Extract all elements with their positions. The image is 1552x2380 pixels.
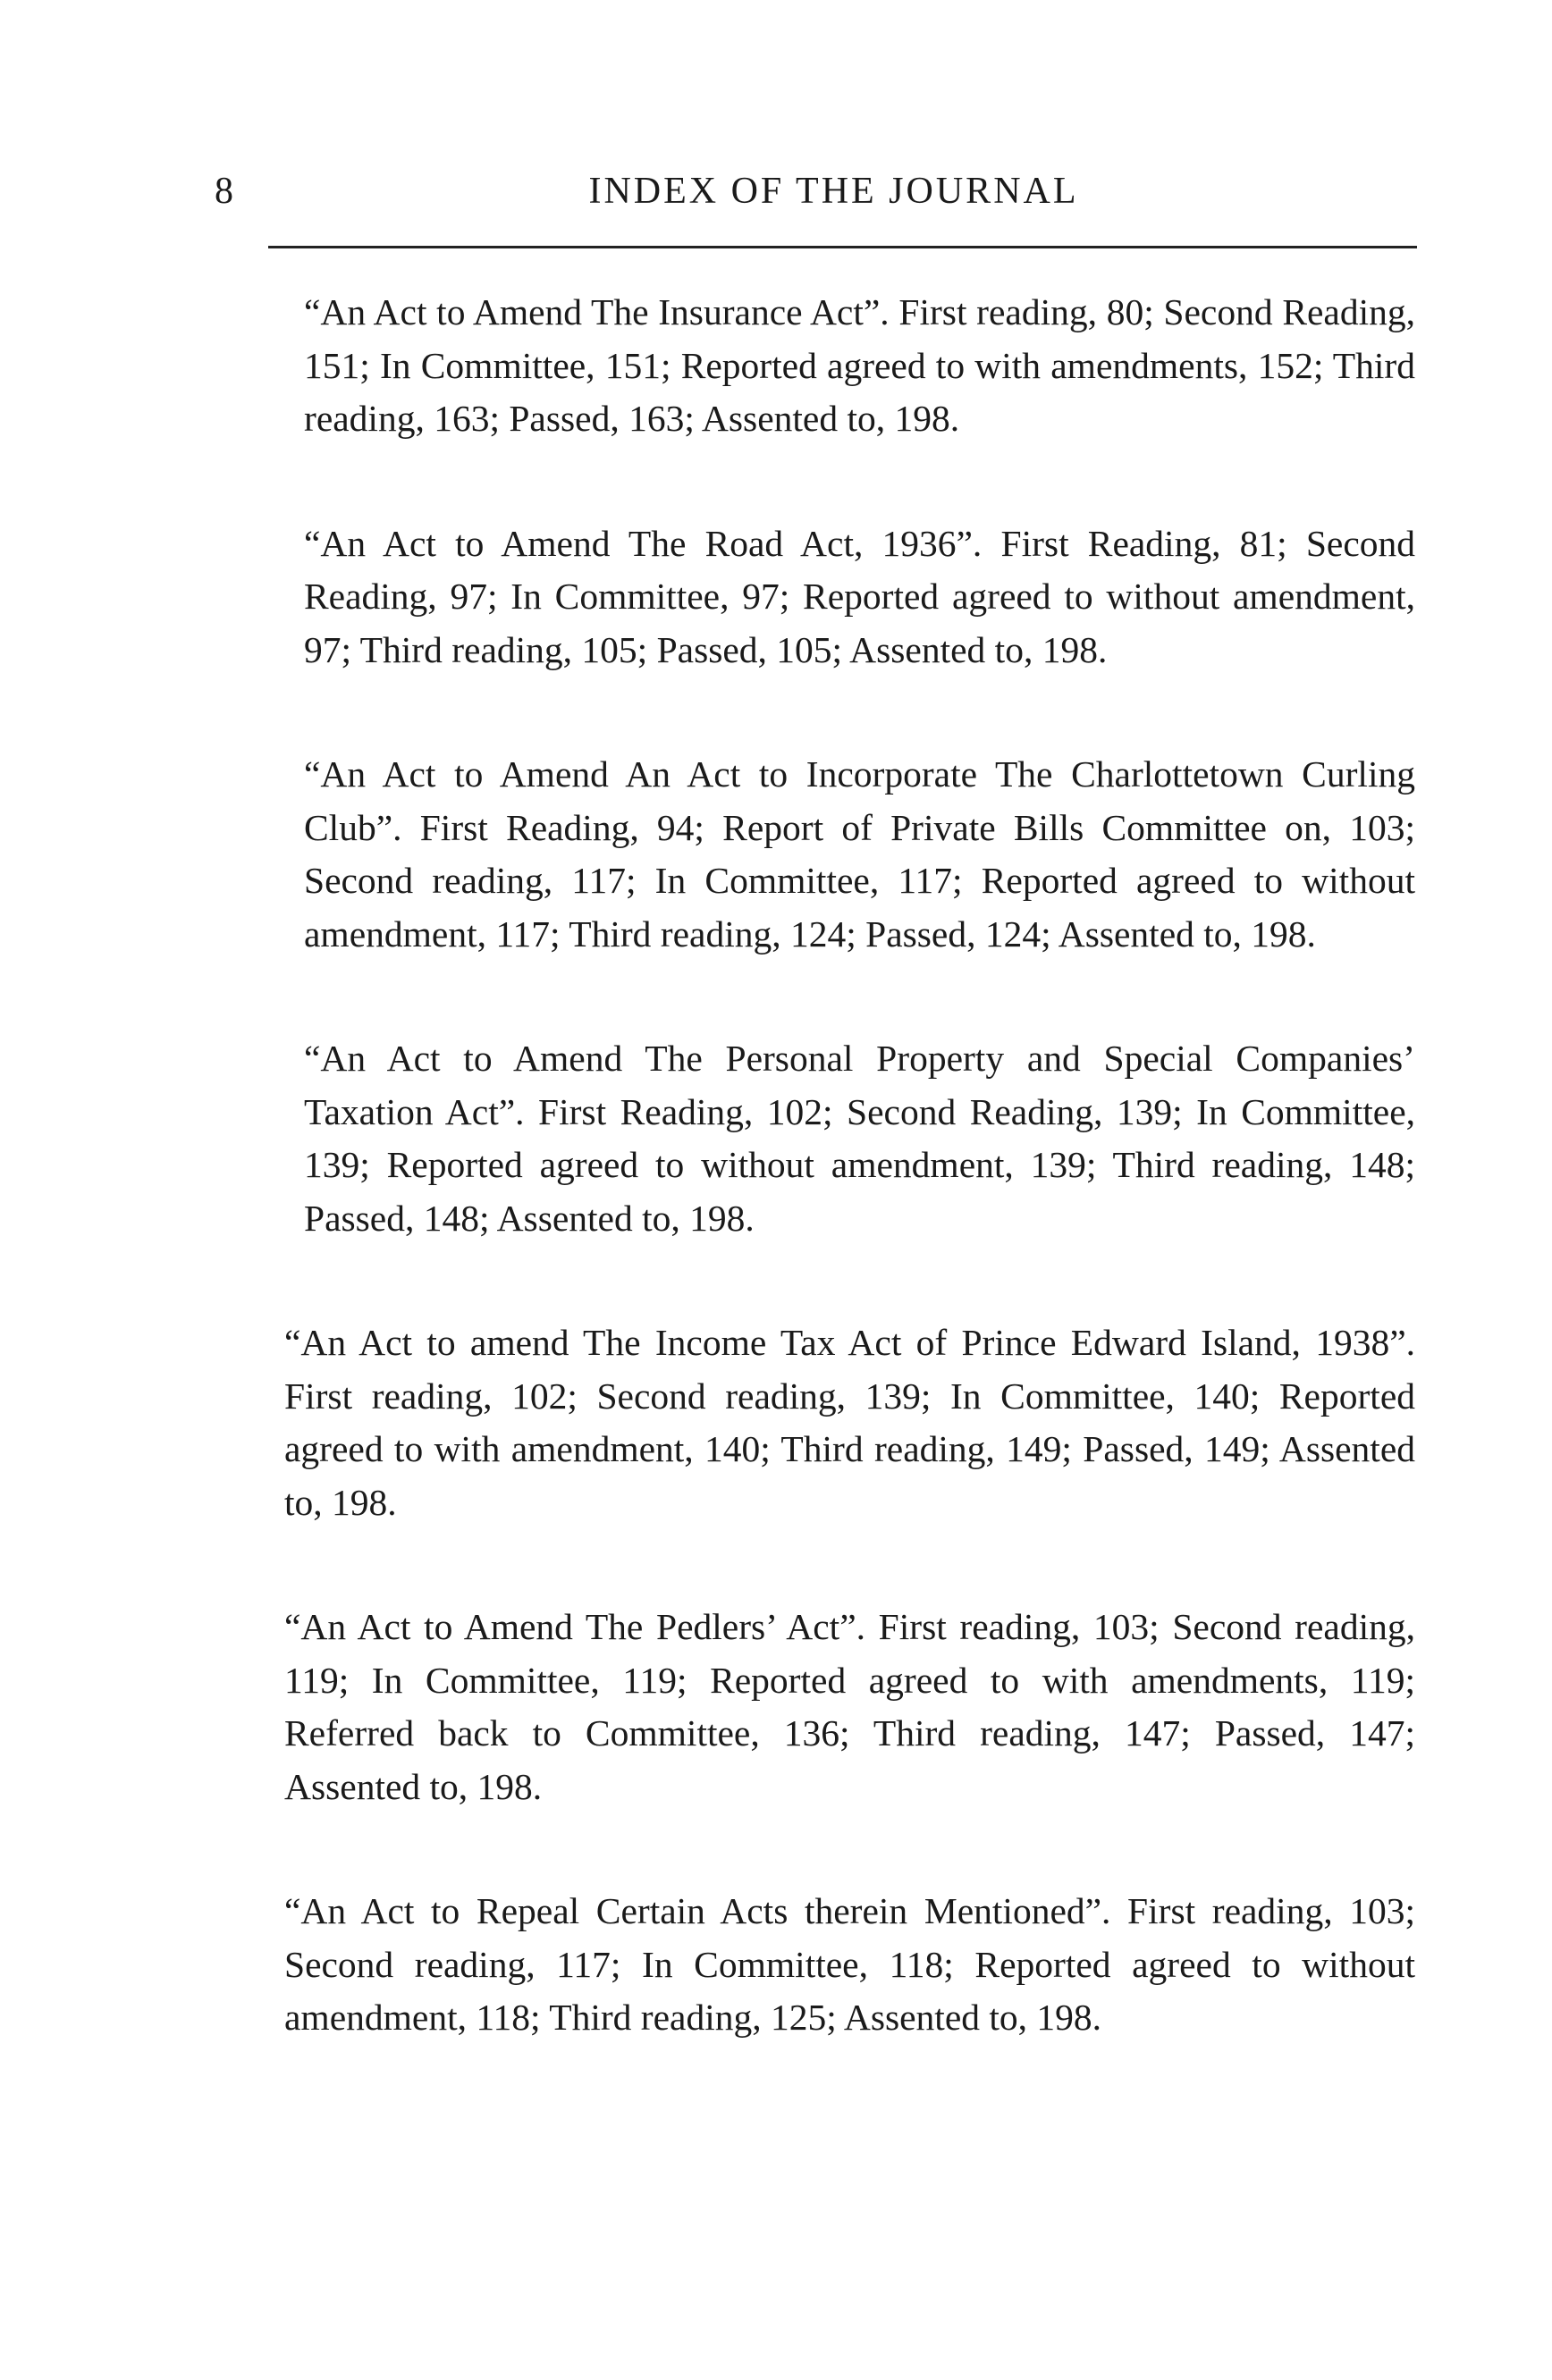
running-head: INDEX OF THE JOURNAL <box>588 171 1079 212</box>
index-entries <box>284 286 1415 2116</box>
index-entry-repeal-acts: “An Act to Repeal Certain Acts therein Mentioned”. First reading, 103; Second reading, 117; In Committee, 118; Reported agreed to without amendment, 118; Third reading, 125; Assented to, 198. <box>284 1890 1415 2038</box>
index-entry-pedlers-act: “An Act to Amend The Pedlers’ Act”. First reading, 103; Second reading, 119; In Committee, 119; Reported agreed to with amendments, 119; Referred back to Committee, 136; Third reading, 147; Passed, 147; Assented to, 198. <box>284 1606 1415 1807</box>
header-rule <box>268 246 1417 248</box>
index-entry-road-act: “An Act to Amend The Road Act, 1936”. First Reading, 81; Second Reading, 97; In Committee, 97; Reported agreed to without amendment, 97; Third reading, 105; Passed, 105; Assented to, 198. <box>304 522 1415 670</box>
page-header <box>206 170 1417 223</box>
index-entry-curling-club: “An Act to Amend An Act to Incorporate The Charlottetown Curling Club”. First Reading, 94; Report of Private Bills Committee on, 103; Second reading, 117; In Committee, 117; Reported agreed to without amendment, 117; Third reading, 124; Passed, 124; Assented to, 198. <box>304 753 1415 955</box>
index-entry-insurance-act: “An Act to Amend The Insurance Act”. First reading, 80; Second Reading, 151; In Committee, 151; Reported agreed to with amendments, 152; Third reading, 163; Passed, 163; Assented to, 198. <box>304 291 1415 439</box>
index-entry-income-tax-act: “An Act to amend The Income Tax Act of Prince Edward Island, 1938”. First reading, 102; Second reading, 139; In Committee, 140; Reported agreed to with amendment, 140; Third reading, 149; Passed, 149; Assented to, 198. <box>284 1322 1415 1523</box>
page-number: 8 <box>215 171 234 212</box>
index-entry-personal-property-tax: “An Act to Amend The Personal Property and Special Companies’ Taxation Act”. First Reading, 102; Second Reading, 139; In Committee, 139; Reported agreed to without amendment, 139; Third reading, 148; Passed, 148; Assented to, 198. <box>304 1038 1415 1239</box>
